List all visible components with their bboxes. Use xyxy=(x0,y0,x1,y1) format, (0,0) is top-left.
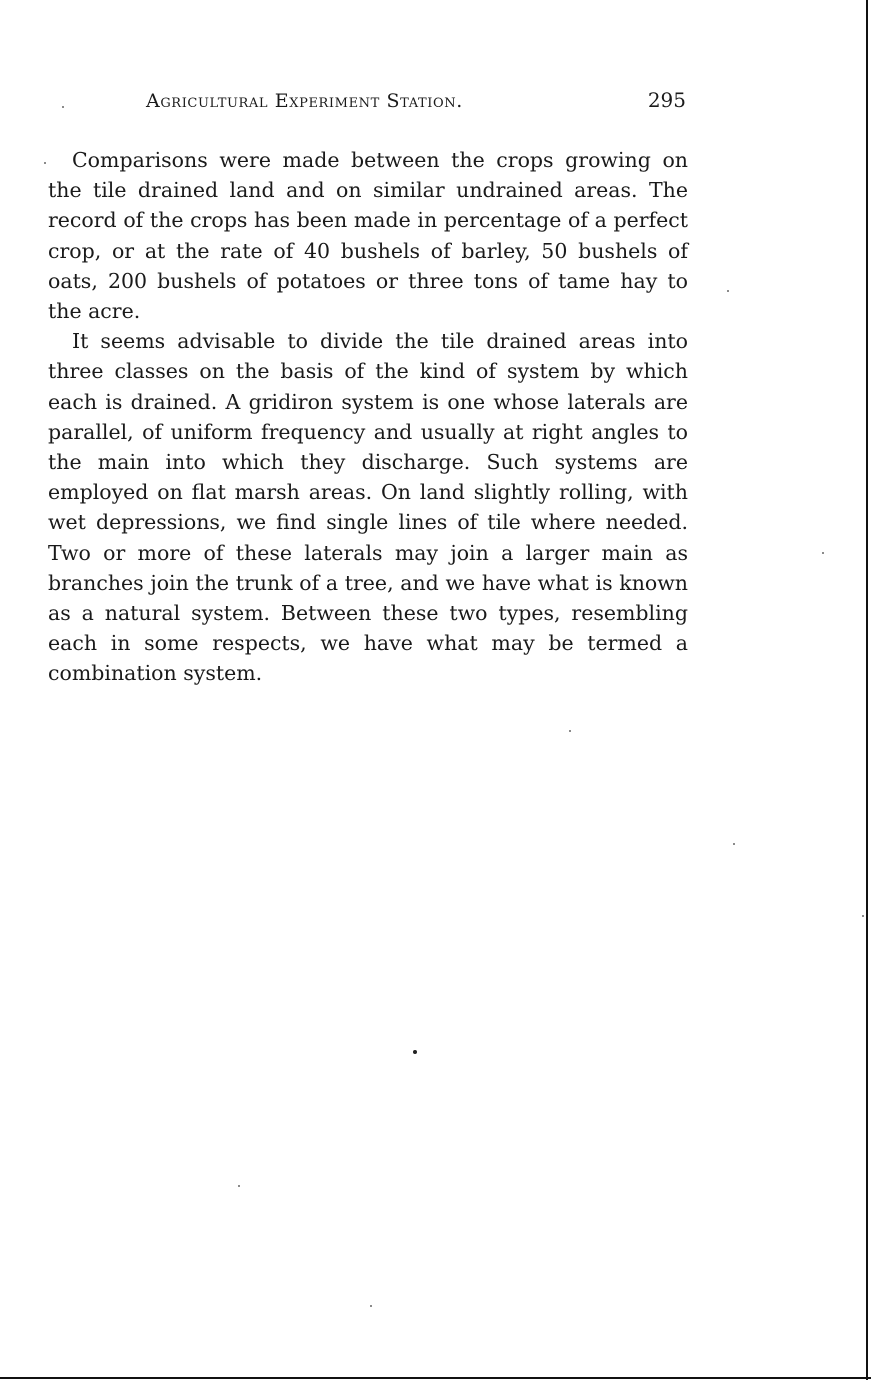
scan-speck xyxy=(413,1050,417,1054)
scan-speck xyxy=(370,1305,372,1307)
page-edge-right xyxy=(866,0,868,1380)
scan-speck xyxy=(62,106,64,108)
scan-speck xyxy=(44,162,46,164)
scan-speck xyxy=(862,915,864,917)
body-text xyxy=(48,145,688,689)
running-title: Agricultural Experiment Station. xyxy=(146,90,463,112)
page-number: 295 xyxy=(647,88,686,112)
page-edge-bottom xyxy=(0,1377,871,1379)
scan-speck xyxy=(727,290,729,292)
paragraph-drainage-systems: It seems advisable to divide the tile drained areas into three classes on the basis of the kind of system by which each is drained. A gridiron system is one whose laterals are parallel, of uniform frequency and usually at right angles to the main into which they discharge. Such systems are employed on flat marsh areas. On land slightly rolling, with wet depressions, we find single lines of tile where needed. Two or more of these laterals may join a larger main as branches join the trunk of a tree, and we have what is known as a natural system. Between these two types, resembling each in some respects, we have what may be termed a combination system. xyxy=(48,329,688,686)
scan-speck xyxy=(822,552,824,554)
running-head xyxy=(146,88,686,116)
scan-speck xyxy=(238,1185,240,1187)
paragraph-comparisons: Comparisons were made between the crops growing on the tile drained land and on similar undrained areas. The record of the crops has been made in percentage of a perfect crop, or at the rate of 40 bushels of barley, 50 bushels of oats, 200 bushels of potatoes or three tons of tame hay to the acre. xyxy=(48,148,688,324)
scan-speck xyxy=(733,843,735,845)
scan-speck xyxy=(569,730,571,732)
